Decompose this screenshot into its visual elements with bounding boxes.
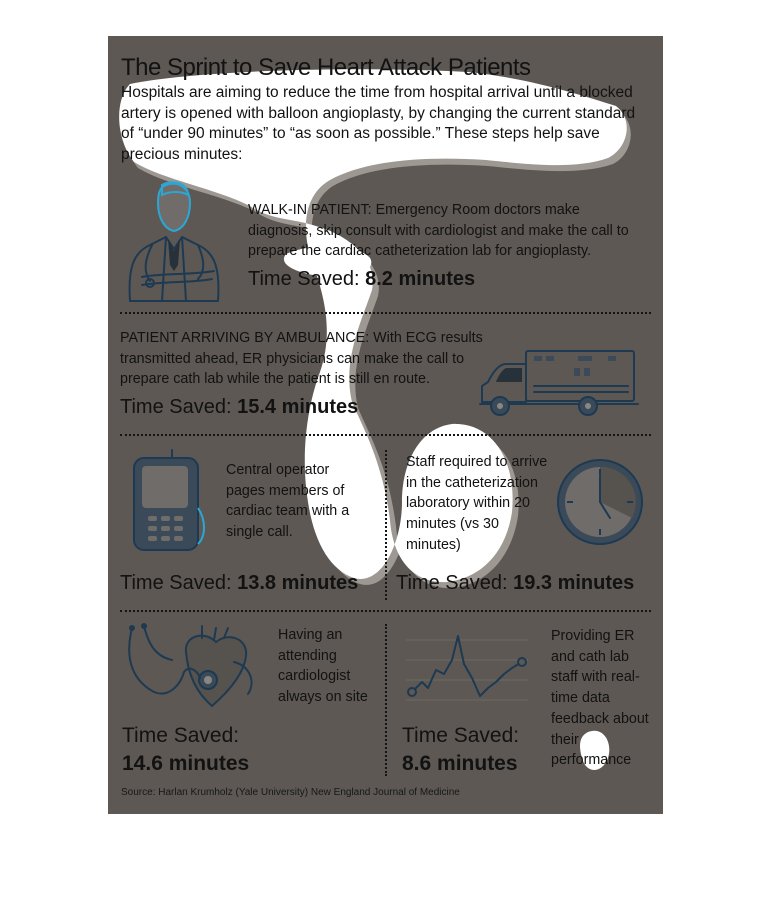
- column-divider: [385, 624, 387, 776]
- time-saved-label: Time Saved:: [248, 268, 360, 290]
- time-saved-value: 8.2 minutes: [365, 268, 476, 290]
- attending-cardiologist-text: Having an attending cardiologist always on site: [278, 627, 368, 706]
- section-divider: [120, 434, 651, 436]
- time-saved-value: 13.8 minutes: [237, 572, 359, 594]
- ambulance-patient-text: PATIENT ARRIVING BY AMBULANCE: With ECG results transmitted ahead, ER physicians can make the call to prepare cath lab while the patient is still en route.: [120, 330, 483, 388]
- section-divider: [120, 610, 651, 612]
- walk-in-patient-text: WALK-IN PATIENT: Emergency Room doctors make diagnosis, skip consult with cardiologist and make the call to prepare the cardiac catheterization lab for angioplasty.: [248, 202, 629, 260]
- time-saved-walk-in: [248, 268, 475, 291]
- intro-paragraph: Hospitals are aiming to reduce the time from hospital arrival until a blocked artery is opened with balloon angioplasty, by changing the current standard of “under 90 minutes” to “as soon as possible.” These steps help save precious minutes:: [121, 84, 636, 163]
- time-saved-label: Time Saved:: [402, 724, 520, 747]
- time-saved-ambulance: [120, 396, 358, 419]
- pager-icon: [128, 444, 210, 554]
- page-title: The Sprint to Save Heart Attack Patients: [121, 54, 531, 81]
- time-saved-label: Time Saved:: [120, 572, 232, 594]
- time-saved-label: Time Saved:: [396, 572, 508, 594]
- line-graph-icon: [406, 630, 530, 710]
- time-saved-label: Time Saved:: [122, 724, 240, 747]
- time-saved-value: 19.3 minutes: [513, 572, 635, 594]
- heart-stethoscope-icon: [124, 622, 258, 714]
- source-note: Source: Harlan Krumholz (Yale University) New England Journal of Medicine: [121, 787, 460, 798]
- section-divider: [120, 312, 651, 314]
- real-time-feedback-text: Providing ER and cath lab staff with real-time data feedback about their performance: [551, 628, 649, 769]
- infographic-poster: [108, 36, 663, 814]
- time-saved-feedback: [402, 722, 519, 778]
- clock-icon: [554, 456, 646, 548]
- ambulance-icon: [478, 348, 640, 418]
- doctor-icon: [122, 181, 226, 303]
- time-saved-attending-cardiologist: [122, 722, 249, 778]
- column-divider: [385, 450, 387, 600]
- time-saved-value: 8.6 minutes: [402, 752, 518, 775]
- time-saved-label: Time Saved:: [120, 396, 232, 418]
- time-saved-staff-arrival: [396, 572, 634, 595]
- staff-arrival-text: Staff required to arrive in the catheterization laboratory within 20 minutes (vs 30 minutes): [406, 454, 548, 553]
- time-saved-value: 14.6 minutes: [122, 752, 250, 775]
- central-operator-text: Central operator pages members of cardiac team with a single call.: [226, 462, 350, 541]
- time-saved-central-operator: [120, 572, 358, 595]
- time-saved-value: 15.4 minutes: [237, 396, 359, 418]
